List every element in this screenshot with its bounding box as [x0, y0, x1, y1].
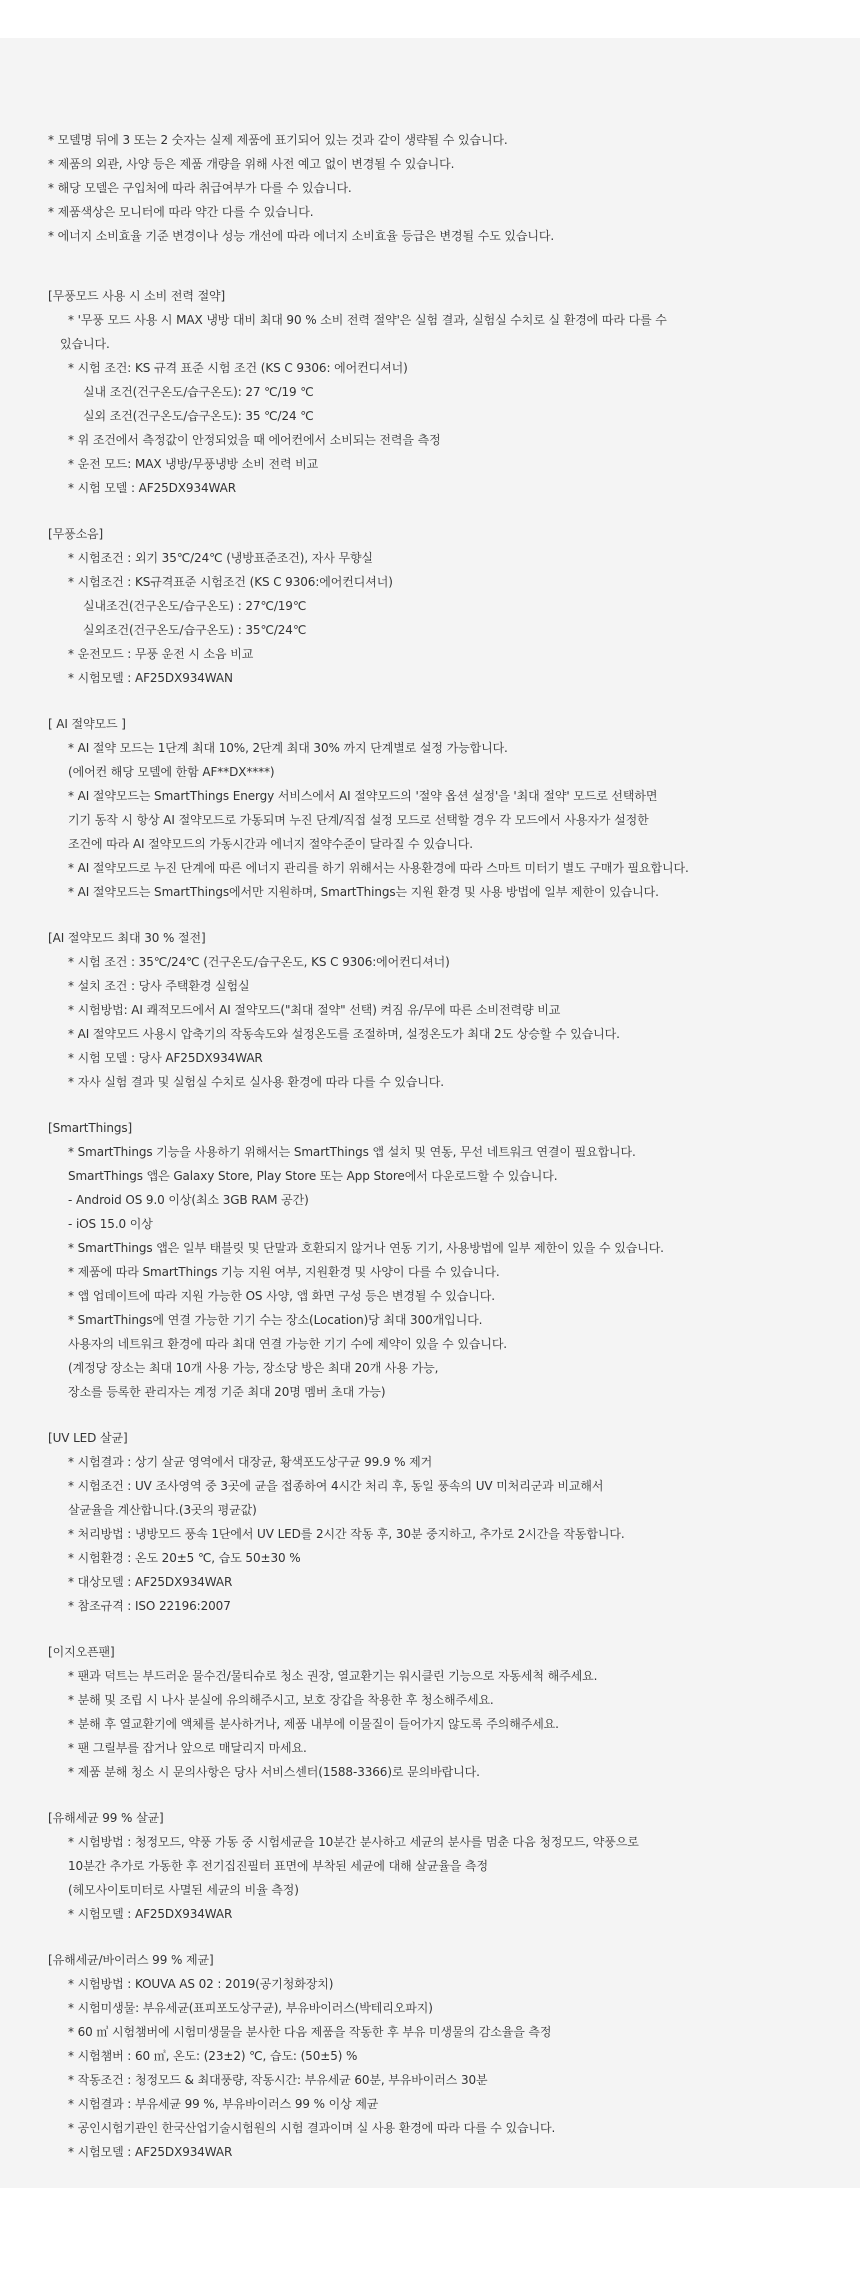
- disclaimer-panel: [0, 38, 860, 2188]
- section-line: * 위 조건에서 측정값이 안정되었을 때 에어컨에서 소비되는 전력을 측정: [68, 433, 441, 447]
- disclaimer-content: [48, 128, 828, 2164]
- section-line: * 처리방법 : 냉방모드 풍속 1단에서 UV LED를 2시간 작동 후, 30분 중지하고, 추가로 2시간을 작동합니다.: [68, 1527, 625, 1541]
- note-line: * 제품색상은 모니터에 따라 약간 다를 수 있습니다.: [48, 205, 314, 219]
- section-line: * 시험 조건 : 35℃/24℃ (건구온도/습구온도, KS C 9306:에어컨디셔너): [68, 955, 450, 969]
- section-title: [ AI 절약모드 ]: [48, 717, 126, 731]
- note-line: * 제품의 외관, 사양 등은 제품 개량을 위해 사전 예고 없이 변경될 수 있습니다.: [48, 157, 455, 171]
- section-line: * 대상모델 : AF25DX934WAR: [68, 1575, 233, 1589]
- section-line: * 시험조건 : KS규격표준 시험조건 (KS C 9306:에어컨디셔너): [68, 575, 393, 589]
- section-title: [무풍모드 사용 시 소비 전력 절약]: [48, 289, 226, 303]
- section-line: * 공인시험기관인 한국산업기술시험원의 시험 결과이며 실 사용 환경에 따라 다를 수 있습니다.: [68, 2121, 556, 2135]
- section-line: (헤모사이토미터로 사멸된 세균의 비율 측정): [68, 1883, 299, 1897]
- section-line: * 시험방법 : KOUVA AS 02 : 2019(공기청화장치): [68, 1977, 334, 1991]
- section-title: [AI 절약모드 최대 30 % 절전]: [48, 931, 206, 945]
- section-line: 기기 동작 시 항상 AI 절약모드로 가동되며 누진 단계/직접 설정 모드로 선택할 경우 각 모드에서 사용자가 설정한: [68, 813, 649, 827]
- section-line: 실내 조건(건구온도/습구온도): 27 ℃/19 ℃: [83, 385, 314, 399]
- section-line: 있습니다.: [60, 337, 110, 351]
- section-title: [무풍소음]: [48, 527, 104, 541]
- section-line: SmartThings 앱은 Galaxy Store, Play Store 또는 App Store에서 다운로드할 수 있습니다.: [68, 1169, 558, 1183]
- section-line: * 시험결과 : 부유세균 99 %, 부유바이러스 99 % 이상 제균: [68, 2097, 379, 2111]
- section-line: - iOS 15.0 이상: [68, 1217, 153, 1231]
- section-line: * 시험환경 : 온도 20±5 ℃, 습도 50±30 %: [68, 1551, 301, 1565]
- section-line: 10분간 추가로 가동한 후 전기집진필터 표면에 부착된 세균에 대해 살균율을 측정: [68, 1859, 488, 1873]
- section-line: * AI 절약 모드는 1단계 최대 10%, 2단계 최대 30% 까지 단계별로 설정 가능합니다.: [68, 741, 508, 755]
- section-line: * 시험 조건: KS 규격 표준 시험 조건 (KS C 9306: 에어컨디셔너): [68, 361, 408, 375]
- section-line: 살균율을 계산합니다.(3곳의 평균값): [68, 1503, 257, 1517]
- section-line: * '무풍 모드 사용 시 MAX 냉방 대비 최대 90 % 소비 전력 절약'은 실험 결과, 실험실 수치로 실 환경에 따라 다를 수: [68, 313, 667, 327]
- section-line: * 팬과 덕트는 부드러운 물수건/물티슈로 청소 권장, 열교환기는 워시클린 기능으로 자동세척 해주세요.: [68, 1669, 598, 1683]
- section-line: 실내조건(건구온도/습구온도) : 27℃/19℃: [83, 599, 307, 613]
- section-line: 실외 조건(건구온도/습구온도): 35 ℃/24 ℃: [83, 409, 314, 423]
- section-line: * AI 절약모드 사용시 압축기의 작동속도와 설정온도를 조절하며, 설정온도가 최대 2도 상승할 수 있습니다.: [68, 1027, 620, 1041]
- section-uv-led: [48, 1426, 828, 1618]
- section-ai-saving-mode: [48, 712, 828, 904]
- general-notes: [48, 128, 828, 248]
- section-line: * 제품 분해 청소 시 문의사항은 당사 서비스센터(1588-3366)로 문의바랍니다.: [68, 1765, 480, 1779]
- section-line: * 분해 후 열교환기에 액체를 분사하거나, 제품 내부에 이물질이 들어가지 않도록 주의해주세요.: [68, 1717, 559, 1731]
- note-line: * 에너지 소비효율 기준 변경이나 성능 개선에 따라 에너지 소비효율 등급은 변경될 수도 있습니다.: [48, 229, 555, 243]
- section-line: * SmartThings 앱은 일부 태블릿 및 단말과 호환되지 않거나 연동 기기, 사용방법에 일부 제한이 있을 수 있습니다.: [68, 1241, 664, 1255]
- section-line: * 60 ㎥ 시험챔버에 시험미생물을 분사한 다음 제품을 작동한 후 부유 미생물의 감소율을 측정: [68, 2025, 552, 2039]
- section-line: * 분해 및 조립 시 나사 분실에 유의해주시고, 보호 장갑을 착용한 후 청소해주세요.: [68, 1693, 494, 1707]
- section-bacteria-virus-removal: [48, 1948, 828, 2164]
- section-line: * 설치 조건 : 당사 주택환경 실험실: [68, 979, 250, 993]
- section-title: [UV LED 살균]: [48, 1431, 128, 1445]
- section-windfree-power: [48, 284, 828, 500]
- section-line: * 참조규격 : ISO 22196:2007: [68, 1599, 231, 1613]
- section-line: * 운전모드 : 무풍 운전 시 소음 비교: [68, 647, 254, 661]
- section-line: * AI 절약모드로 누진 단계에 따른 에너지 관리를 하기 위해서는 사용환경에 따라 스마트 미터기 별도 구매가 필요합니다.: [68, 861, 689, 875]
- section-ai-saving-30: [48, 926, 828, 1094]
- section-line: * AI 절약모드는 SmartThings에서만 지원하며, SmartThings는 지원 환경 및 사용 방법에 일부 제한이 있습니다.: [68, 885, 659, 899]
- section-line: * 시험방법 : 청정모드, 약풍 가동 중 시험세균을 10분간 분사하고 세균의 분사를 멈춘 다음 청정모드, 약풍으로: [68, 1835, 639, 1849]
- section-title: [이지오픈팬]: [48, 1645, 115, 1659]
- section-title: [SmartThings]: [48, 1121, 133, 1135]
- section-line: * 자사 실험 결과 및 실험실 수치로 실사용 환경에 따라 다를 수 있습니다.: [68, 1075, 444, 1089]
- section-line: * 시험조건 : 외기 35℃/24℃ (냉방표준조건), 자사 무향실: [68, 551, 373, 565]
- note-line: * 모델명 뒤에 3 또는 2 숫자는 실제 제품에 표기되어 있는 것과 같이 생략될 수 있습니다.: [48, 133, 508, 147]
- section-line: (에어컨 해당 모델에 한함 AF**DX****): [68, 765, 275, 779]
- section-line: * 시험 모델 : AF25DX934WAR: [68, 481, 236, 495]
- section-line: 사용자의 네트워크 환경에 따라 최대 연결 가능한 기기 수에 제약이 있을 수 있습니다.: [68, 1337, 508, 1351]
- section-smartthings: [48, 1116, 828, 1404]
- section-line: * 제품에 따라 SmartThings 기능 지원 여부, 지원환경 및 사양이 다를 수 있습니다.: [68, 1265, 500, 1279]
- section-line: (계정당 장소는 최대 10개 사용 가능, 장소당 방은 최대 20개 사용 가능,: [68, 1361, 439, 1375]
- section-title: [유해세균 99 % 살균]: [48, 1811, 164, 1825]
- section-easy-open-fan: [48, 1640, 828, 1784]
- section-line: * 시험방법: AI 쾌적모드에서 AI 절약모드("최대 절약" 선택) 켜짐 유/무에 따른 소비전력량 비교: [68, 1003, 561, 1017]
- section-line: * 시험모델 : AF25DX934WAN: [68, 671, 233, 685]
- section-line: 조건에 따라 AI 절약모드의 가동시간과 에너지 절약수준이 달라질 수 있습니다.: [68, 837, 473, 851]
- section-line: * AI 절약모드는 SmartThings Energy 서비스에서 AI 절약모드의 '절약 옵션 설정'을 '최대 절약' 모드로 선택하면: [68, 789, 658, 803]
- section-line: * SmartThings에 연결 가능한 기기 수는 장소(Location)당 최대 300개입니다.: [68, 1313, 483, 1327]
- note-line: * 해당 모델은 구입처에 따라 취급여부가 다를 수 있습니다.: [48, 181, 352, 195]
- section-title: [유해세균/바이러스 99 % 제균]: [48, 1953, 214, 1967]
- section-line: * 시험결과 : 상기 살균 영역에서 대장균, 황색포도상구균 99.9 % 제거: [68, 1455, 433, 1469]
- section-line: * 팬 그릴부를 잡거나 앞으로 매달리지 마세요.: [68, 1741, 307, 1755]
- section-line: * 시험조건 : UV 조사영역 중 3곳에 균을 접종하여 4시간 처리 후, 동일 풍속의 UV 미처리군과 비교해서: [68, 1479, 604, 1493]
- section-line: * SmartThings 기능을 사용하기 위해서는 SmartThings 앱 설치 및 연동, 무선 네트워크 연결이 필요합니다.: [68, 1145, 636, 1159]
- section-line: * 시험챔버 : 60 ㎥, 온도: (23±2) ℃, 습도: (50±5) %: [68, 2049, 358, 2063]
- section-line: * 시험 모델 : 당사 AF25DX934WAR: [68, 1051, 263, 1065]
- section-line: * 운전 모드: MAX 냉방/무풍냉방 소비 전력 비교: [68, 457, 319, 471]
- section-line: 실외조건(건구온도/습구온도) : 35℃/24℃: [83, 623, 307, 637]
- section-line: * 시험모델 : AF25DX934WAR: [68, 1907, 233, 1921]
- section-line: * 앱 업데이트에 따라 지원 가능한 OS 사양, 앱 화면 구성 등은 변경될 수 있습니다.: [68, 1289, 495, 1303]
- section-line: 장소를 등록한 관리자는 계정 기준 최대 20명 멤버 초대 가능): [68, 1385, 386, 1399]
- section-line: * 작동조건 : 청정모드 & 최대풍량, 작동시간: 부유세균 60분, 부유바이러스 30분: [68, 2073, 488, 2087]
- section-line: * 시험모델 : AF25DX934WAR: [68, 2145, 233, 2159]
- section-line: - Android OS 9.0 이상(최소 3GB RAM 공간): [68, 1193, 309, 1207]
- section-windfree-noise: [48, 522, 828, 690]
- section-line: * 시험미생물: 부유세균(표피포도상구균), 부유바이러스(박테리오파지): [68, 2001, 433, 2015]
- section-bacteria-sterilization: [48, 1806, 828, 1926]
